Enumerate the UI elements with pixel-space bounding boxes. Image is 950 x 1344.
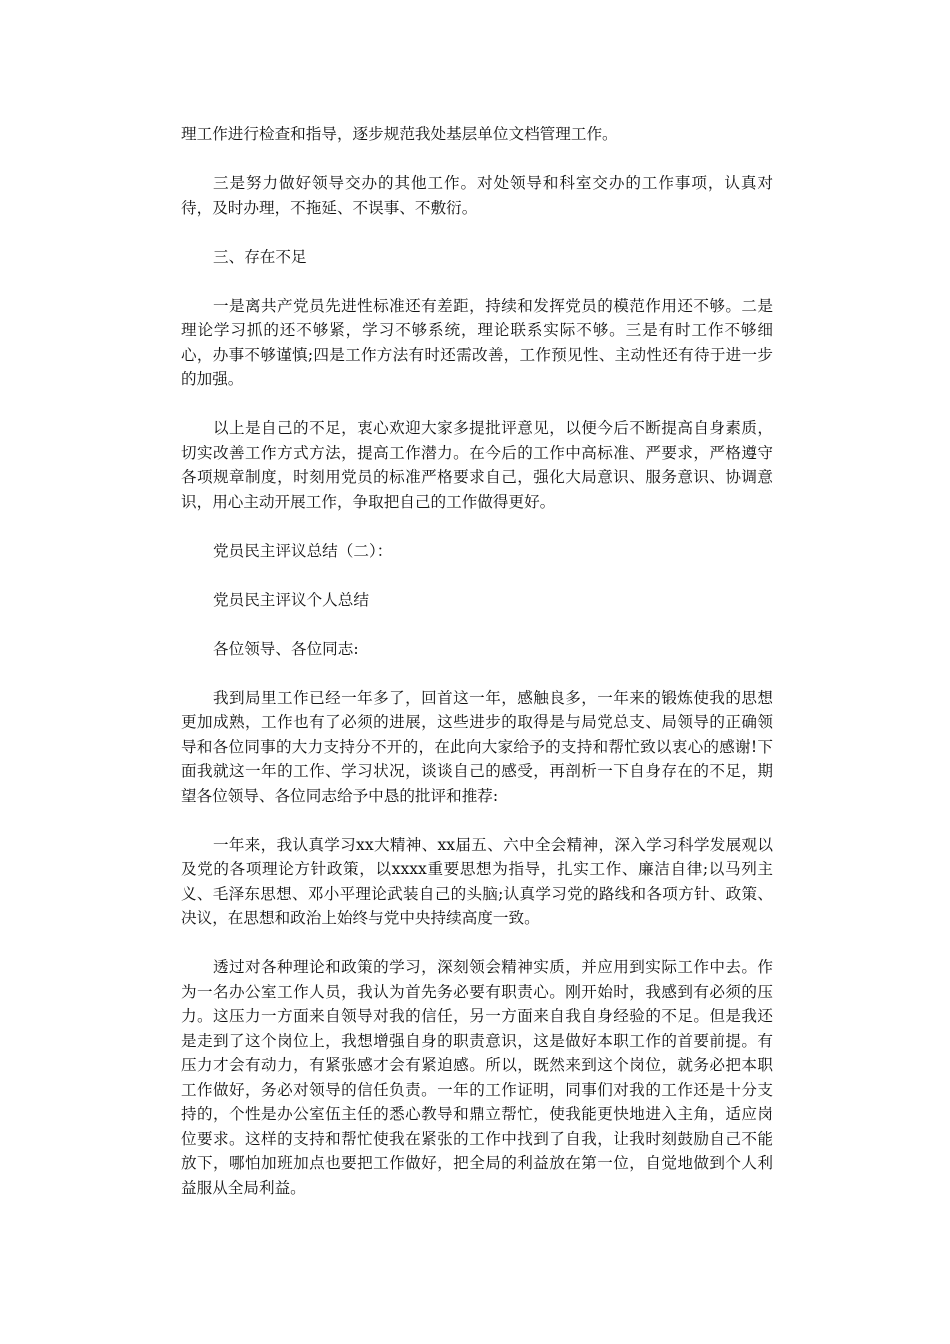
salutation: 各位领导、各位同志: bbox=[213, 639, 359, 658]
document-page bbox=[181, 122, 773, 1225]
paragraph: 一年来，我认真学习xx大精神、xx届五、六中全会精神，深入学习科学发展观以及党的各项理论方针政策，以xxxx重要思想为指导，扎实工作、廉洁自律;以马列主义、毛泽东思想、邓小平理论武装自己的头脑;认真学习党的路线和各项方针、政策、决议，在思想和政治上始终与党中央持续高度一致。 bbox=[181, 835, 773, 927]
paragraph: 一是离共产党员先进性标准还有差距，持续和发挥党员的模范作用还不够。二是理论学习抓的还不够紧，学习不够系统，理论联系实际不够。三是有时工作不够细心，办事不够谨慎;四是工作方法有时还需改善，工作预见性、主动性还有待于进一步的加强。 bbox=[181, 296, 773, 388]
document-title: 党员民主评议个人总结 bbox=[213, 590, 369, 609]
section-heading: 党员民主评议总结（二）： bbox=[213, 541, 393, 560]
paragraph: 透过对各种理论和政策的学习，深刻领会精神实质，并应用到实际工作中去。作为一名办公室工作人员，我认为首先务必要有职责心。刚开始时，我感到有必须的压力。这压力一方面来自领导对我的信任，另一方面来自我自身经验的不足。但是我还是走到了这个岗位上，我想增强自身的职责意识，这是做好本职工作的首要前提。有压力才会有动力，有紧张感才会有紧迫感。所以，既然来到这个岗位，就务必把本职工作做好，务必对领导的信任负责。一年的工作证明，同事们对我的工作还是十分支持的，个性是办公室伍主任的悉心教导和鼎立帮忙，使我能更快地进入主角，适应岗位要求。这样的支持和帮忙使我在紧张的工作中找到了自我，让我时刻鼓励自己不能放下，哪怕加班加点也要把工作做好，把全局的利益放在第一位，自觉地做到个人利益服从全局利益。 bbox=[181, 958, 773, 1197]
paragraph: 理工作进行检查和指导，逐步规范我处基层单位文档管理工作。 bbox=[181, 125, 618, 143]
paragraph: 我到局里工作已经一年多了，回首这一年，感触良多，一年来的锻炼使我的思想更加成熟，工作也有了必须的进展，这些进步的取得是与局党总支、局领导的正确领导和各位同事的大力支持分不开的，在此向大家给予的支持和帮忙致以衷心的感谢!下面我就这一年的工作、学习状况，谈谈自己的感受，再剖析一下自身存在的不足，期望各位领导、各位同志给予中恳的批评和推荐: bbox=[181, 688, 773, 805]
paragraph: 三是努力做好领导交办的其他工作。对处领导和科室交办的工作事项，认真对待，及时办理，不拖延、不误事、不敷衍。 bbox=[181, 174, 773, 217]
paragraph: 以上是自己的不足，衷心欢迎大家多提批评意见，以便今后不断提高自身素质，切实改善工作方式方法，提高工作潜力。在今后的工作中高标准、严要求，严格遵守各项规章制度，时刻用党员的标准严格要求自己，强化大局意识、服务意识、协调意识，用心主动开展工作，争取把自己的工作做得更好。 bbox=[181, 419, 773, 511]
section-heading: 三、存在不足 bbox=[213, 247, 307, 266]
